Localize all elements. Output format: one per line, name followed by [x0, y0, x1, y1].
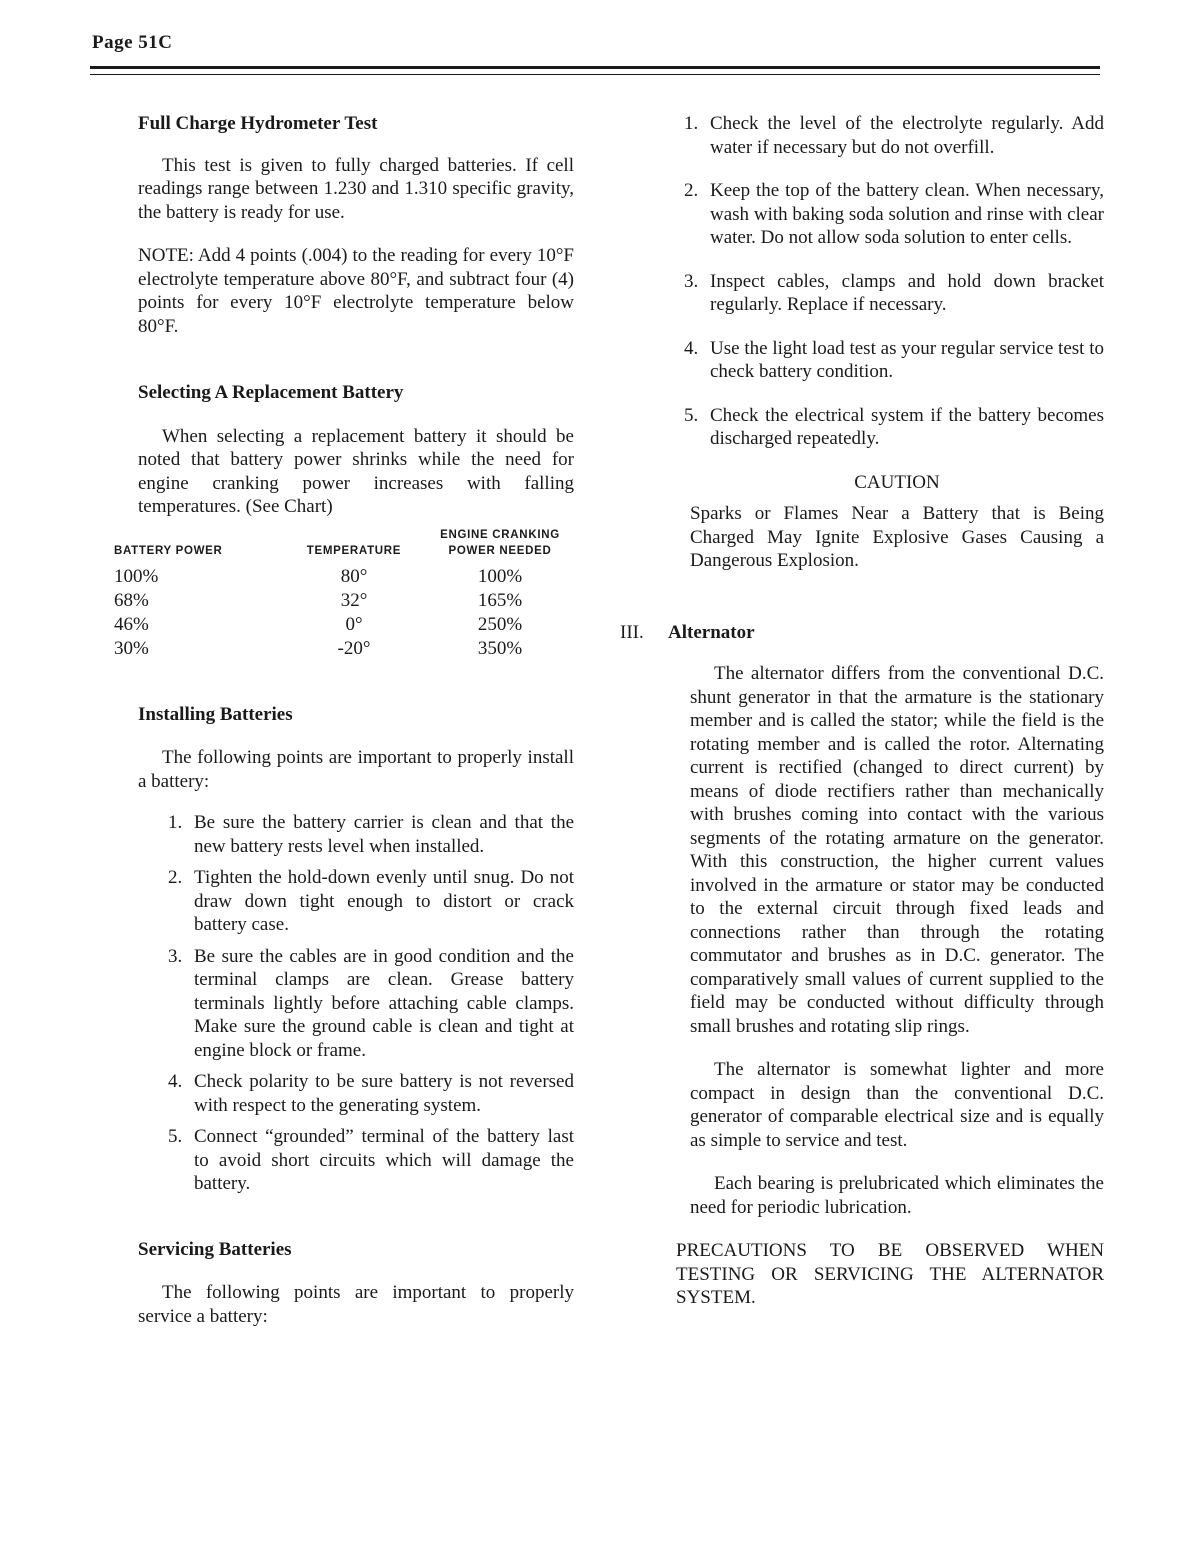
chart-cell-needed: 165% — [477, 589, 523, 611]
chart-header-temperature: TEMPERATURE — [306, 544, 402, 557]
list-item-text: Tighten the hold-down evenly until snug. Do not draw down tight enough to distort or crack battery case. — [194, 867, 574, 935]
selecting-paragraph: When selecting a replacement battery it should be noted that battery power shrinks while the need for engine cranking power increases with falling temperatures. (See Chart) — [138, 425, 574, 517]
installing-heading: Installing Batteries — [138, 703, 293, 725]
list-item — [168, 811, 574, 858]
alternator-paragraph-2: The alternator is somewhat lighter and more compact in design than the conventional D.C. generator of comparable electrical size and is equally as simple to service and test. — [690, 1059, 1104, 1151]
chart-cell-needed: 250% — [477, 613, 523, 635]
chart-row — [114, 565, 570, 589]
list-item — [168, 866, 574, 937]
list-item-number: 4. — [168, 1071, 183, 1092]
list-item-text: Keep the top of the battery clean. When necessary, wash with baking soda solution and rinse with clear water. Do not allow soda solution to enter cells. — [710, 180, 1104, 248]
full-charge-paragraph: This test is given to fully charged batteries. If cell readings range between 1.230 and 1.310 specific gravity, the battery is ready for use. — [138, 154, 574, 223]
chart-header-cranking — [430, 527, 570, 565]
chart-header-cranking-line1: ENGINE CRANKING — [440, 528, 560, 541]
alternator-paragraph-1: The alternator differs from the conventional D.C. shunt generator in that the armature is the stationary member and is called the stator; while the field is the rotating member and is called the rotor. Alternating current is rectified (changed to direct current) by means of diode rectifiers rather than mechanically with brushes coming into contact with the various segments of the rotating armature on the generator. With this construction, the higher current values involved in the armature or stator may be conducted to the external circuit through fixed leads and connections rather than through the rotating commutator and brushes as in D.C. generator. The comparatively small values of current supplied to the field may be conducted without difficulty through small brushes and rotating slip rings. — [690, 663, 1104, 1037]
chart-cell-power: 68% — [114, 589, 149, 611]
servicing-list — [684, 112, 1104, 451]
chart-row — [114, 589, 570, 613]
caution-title: CAUTION — [854, 471, 940, 493]
list-item-number: 5. — [168, 1126, 183, 1147]
chart-cell-temperature: 0° — [345, 613, 363, 635]
chart-cell-temperature: -20° — [337, 637, 371, 659]
list-item — [168, 945, 574, 1063]
servicing-heading: Servicing Batteries — [138, 1238, 292, 1260]
list-item-text: Connect “grounded” terminal of the battery last to avoid short circuits which will damage the battery. — [194, 1126, 574, 1194]
chart-cell-power: 46% — [114, 613, 149, 635]
chart-header-cranking-line2: POWER NEEDED — [448, 544, 552, 557]
list-item-number: 3. — [684, 270, 699, 292]
list-item-text: Check the level of the electrolyte regularly. Add water if necessary but do not overfill. — [710, 113, 1104, 158]
list-item — [684, 179, 1104, 250]
chart-cell-power: 30% — [114, 637, 149, 659]
chart-cell-needed: 350% — [477, 637, 523, 659]
list-item-number: 1. — [168, 812, 183, 833]
selecting-heading: Selecting A Replacement Battery — [138, 382, 404, 403]
caution-text: Sparks or Flames Near a Battery that is Being Charged May Ignite Explosive Gases Causing a Dangerous Explosion. — [690, 503, 1104, 571]
list-item — [684, 404, 1104, 451]
header-rule-thin — [90, 74, 1100, 75]
left-column — [114, 112, 574, 1328]
chart-header-battery-power: BATTERY POWER — [114, 544, 223, 557]
list-item — [684, 337, 1104, 384]
list-item-text: Inspect cables, clamps and hold down bracket regularly. Replace if necessary. — [710, 270, 1104, 315]
servicing-intro: The following points are important to properly service a battery: — [138, 1282, 574, 1327]
section-numeral: III. — [620, 621, 644, 643]
list-item-number: 4. — [684, 337, 699, 359]
installing-intro: The following points are important to properly install a battery: — [138, 747, 574, 792]
chart-cell-power: 100% — [114, 565, 159, 587]
right-column — [620, 112, 1104, 1310]
chart-row — [114, 613, 570, 637]
chart-row — [114, 637, 570, 661]
list-item-text: Use the light load test as your regular service test to check battery condition. — [710, 337, 1104, 382]
list-item — [168, 1070, 574, 1117]
chart-cell-temperature: 32° — [340, 589, 368, 611]
full-charge-heading: Full Charge Hydrometer Test — [138, 113, 378, 134]
alternator-heading: Alternator — [668, 621, 755, 643]
list-item-text: Check the electrical system if the battery becomes discharged repeatedly. — [710, 404, 1104, 449]
full-charge-note: NOTE: Add 4 points (.004) to the reading for every 10°F electrolyte temperature above 80°F, and subtract four (4) points for every 10°F electrolyte temperature below 80°F. — [138, 245, 574, 337]
precautions-heading: PRECAUTIONS TO BE OBSERVED WHEN TESTING OR SERVICING THE ALTERNATOR SYSTEM. — [676, 1240, 1104, 1308]
header-rule-thick — [90, 66, 1100, 69]
list-item-text: Be sure the battery carrier is clean and that the new battery rests level when installed. — [194, 812, 574, 857]
chart-cell-temperature: 80° — [340, 565, 368, 587]
list-item — [684, 112, 1104, 159]
list-item-number: 5. — [684, 404, 699, 426]
page-number: Page 51C — [92, 32, 173, 53]
installing-list — [168, 811, 574, 1196]
list-item-number: 2. — [168, 867, 183, 888]
alternator-paragraph-3: Each bearing is prelubricated which eliminates the need for periodic lubrication. — [690, 1173, 1104, 1218]
chart-cell-needed: 100% — [477, 565, 523, 587]
list-item-text: Check polarity to be sure battery is not reversed with respect to the generating system. — [194, 1071, 574, 1116]
list-item — [684, 270, 1104, 317]
list-item-number: 2. — [684, 180, 699, 201]
list-item — [168, 1125, 574, 1196]
list-item-number: 1. — [684, 113, 699, 134]
list-item-number: 3. — [168, 945, 183, 967]
list-item-text: Be sure the cables are in good condition and the terminal clamps are clean. Grease battery terminals lightly before attaching cable clamps. Make sure the ground cable is clean and tight at engine block or frame. — [194, 945, 574, 1061]
alternator-heading-row — [620, 621, 1104, 645]
battery-power-chart — [114, 527, 570, 661]
